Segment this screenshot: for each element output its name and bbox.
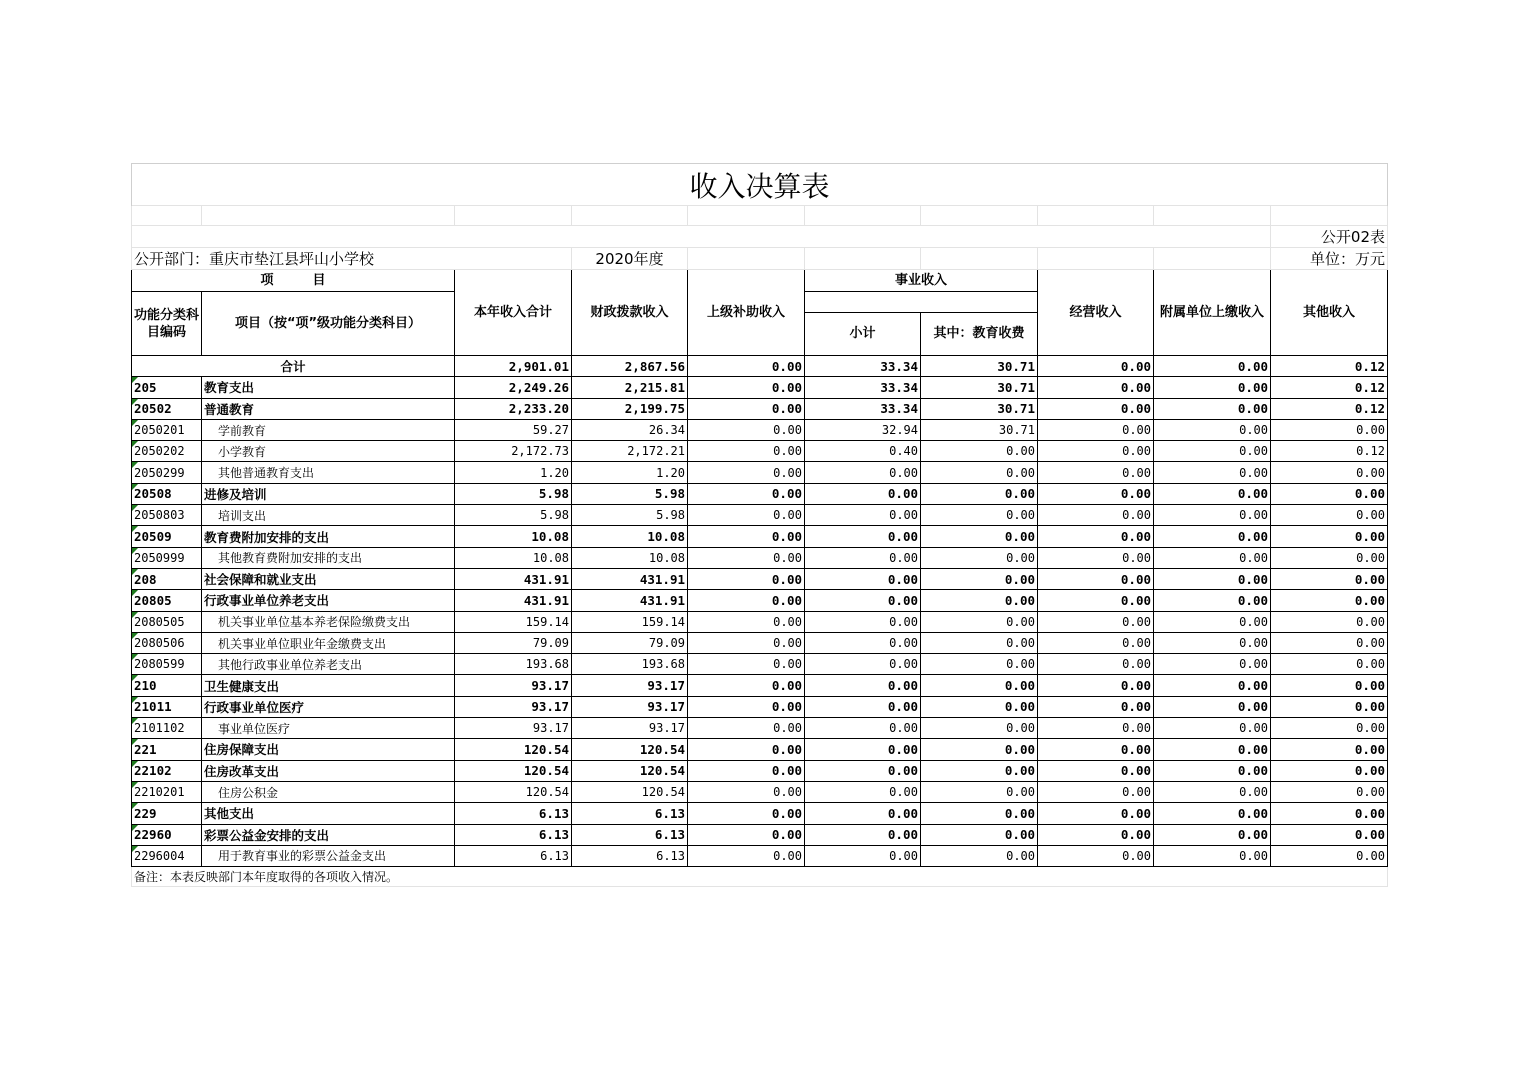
row-value: 0.00	[805, 632, 921, 653]
row-value: 0.00	[688, 505, 805, 526]
row-value: 120.54	[455, 760, 572, 781]
row-name: 行政事业单位医疗	[202, 696, 455, 717]
row-value: 0.00	[1038, 611, 1154, 632]
row-value: 93.17	[455, 696, 572, 717]
row-value: 0.00	[688, 419, 805, 440]
row-value: 0.00	[1154, 483, 1271, 504]
row-value: 120.54	[572, 781, 688, 802]
row-value: 0.00	[688, 845, 805, 866]
row-value: 0.00	[1154, 419, 1271, 440]
table-row	[132, 483, 1388, 504]
table-row	[132, 419, 1388, 440]
total-value: 0.00	[1038, 356, 1154, 377]
row-value: 0.00	[1038, 398, 1154, 419]
row-value: 0.00	[921, 483, 1038, 504]
row-code: 2050202	[132, 441, 202, 462]
row-value: 193.68	[572, 654, 688, 675]
row-value: 0.00	[805, 590, 921, 611]
row-name: 进修及培训	[202, 483, 455, 504]
row-value: 0.00	[1038, 590, 1154, 611]
row-value: 0.00	[688, 526, 805, 547]
row-value: 2,215.81	[572, 377, 688, 398]
income-table	[131, 163, 1388, 887]
row-name: 其他教育费附加安排的支出	[202, 547, 455, 568]
row-name: 社会保障和就业支出	[202, 568, 455, 589]
row-value: 0.00	[1154, 696, 1271, 717]
row-value: 0.12	[1271, 398, 1388, 419]
header-subtotal: 小计	[805, 312, 921, 355]
total-row	[132, 356, 1388, 377]
row-value: 0.00	[1038, 739, 1154, 760]
table-row	[132, 377, 1388, 398]
row-value: 0.12	[1271, 441, 1388, 462]
row-value: 0.00	[805, 654, 921, 675]
row-value: 0.00	[1038, 526, 1154, 547]
row-value: 0.00	[1154, 611, 1271, 632]
row-value: 431.91	[455, 568, 572, 589]
row-value: 0.00	[1038, 568, 1154, 589]
row-value: 0.00	[688, 675, 805, 696]
row-name: 机关事业单位职业年金缴费支出	[202, 632, 455, 653]
row-code: 2296004	[132, 845, 202, 866]
row-value: 1.20	[455, 462, 572, 483]
row-value: 0.40	[805, 441, 921, 462]
row-value: 0.00	[1154, 781, 1271, 802]
row-value: 93.17	[572, 696, 688, 717]
row-code: 2050803	[132, 505, 202, 526]
row-code: 210	[132, 675, 202, 696]
row-value: 0.00	[1038, 654, 1154, 675]
row-value: 5.98	[455, 505, 572, 526]
row-value: 0.00	[1154, 803, 1271, 824]
row-value: 5.98	[572, 505, 688, 526]
total-label: 合计	[132, 356, 455, 377]
row-value: 0.00	[1154, 739, 1271, 760]
row-value: 0.00	[1038, 441, 1154, 462]
row-value: 0.00	[688, 803, 805, 824]
row-value: 0.00	[1038, 718, 1154, 739]
row-value: 0.00	[805, 824, 921, 845]
row-name: 彩票公益金安排的支出	[202, 824, 455, 845]
row-value: 93.17	[455, 675, 572, 696]
row-value: 6.13	[572, 824, 688, 845]
row-value: 0.00	[1154, 632, 1271, 653]
row-value: 0.00	[1038, 547, 1154, 568]
row-code: 20502	[132, 398, 202, 419]
row-code: 2050999	[132, 547, 202, 568]
row-value: 0.00	[1271, 739, 1388, 760]
row-value: 120.54	[572, 760, 688, 781]
row-value: 30.71	[921, 398, 1038, 419]
row-value: 0.00	[1154, 824, 1271, 845]
row-value: 6.13	[572, 845, 688, 866]
row-value: 6.13	[455, 824, 572, 845]
row-value: 0.00	[1038, 803, 1154, 824]
row-value: 0.00	[1271, 696, 1388, 717]
row-value: 0.00	[1271, 611, 1388, 632]
table-row	[132, 781, 1388, 802]
header-code: 功能分类科目编码	[132, 292, 202, 356]
row-value: 0.00	[921, 845, 1038, 866]
row-value: 0.00	[805, 462, 921, 483]
row-code: 20508	[132, 483, 202, 504]
row-value: 0.00	[1038, 675, 1154, 696]
row-value: 0.00	[688, 377, 805, 398]
row-value: 2,233.20	[455, 398, 572, 419]
table-row	[132, 568, 1388, 589]
row-value: 10.08	[572, 547, 688, 568]
row-value: 0.00	[1154, 845, 1271, 866]
table-row	[132, 526, 1388, 547]
row-value: 0.00	[805, 739, 921, 760]
row-code: 21011	[132, 696, 202, 717]
row-value: 0.00	[688, 781, 805, 802]
row-code: 205	[132, 377, 202, 398]
table-row	[132, 845, 1388, 866]
row-value: 10.08	[572, 526, 688, 547]
header-affiliated: 附属单位上缴收入	[1154, 270, 1271, 356]
row-value: 0.00	[805, 803, 921, 824]
header-name: 项目（按“项”级功能分类科目）	[202, 292, 455, 356]
row-value: 6.13	[572, 803, 688, 824]
row-value: 32.94	[805, 419, 921, 440]
row-value: 431.91	[455, 590, 572, 611]
row-value: 0.00	[1154, 526, 1271, 547]
row-value: 0.00	[1154, 505, 1271, 526]
row-value: 0.00	[805, 547, 921, 568]
row-name: 事业单位医疗	[202, 718, 455, 739]
form-number: 公开02表	[1271, 226, 1388, 248]
unit-label: 单位：万元	[1271, 248, 1388, 270]
row-value: 0.00	[805, 696, 921, 717]
row-value: 0.00	[1038, 483, 1154, 504]
header-total: 本年收入合计	[455, 270, 572, 356]
total-value: 30.71	[921, 356, 1038, 377]
row-value: 0.00	[688, 611, 805, 632]
row-code: 208	[132, 568, 202, 589]
footnote: 备注：本表反映部门本年度取得的各项收入情况。	[132, 867, 1388, 887]
total-value: 0.12	[1271, 356, 1388, 377]
row-name: 教育费附加安排的支出	[202, 526, 455, 547]
row-name: 普通教育	[202, 398, 455, 419]
row-value: 0.00	[688, 632, 805, 653]
row-value: 0.00	[1271, 654, 1388, 675]
row-value: 0.00	[1271, 824, 1388, 845]
row-code: 22102	[132, 760, 202, 781]
row-value: 0.00	[921, 824, 1038, 845]
row-value: 0.00	[921, 781, 1038, 802]
table-row	[132, 760, 1388, 781]
row-value: 0.00	[688, 398, 805, 419]
row-value: 431.91	[572, 590, 688, 611]
table-row	[132, 696, 1388, 717]
row-name: 教育支出	[202, 377, 455, 398]
row-value: 0.00	[688, 718, 805, 739]
row-value: 0.00	[921, 696, 1038, 717]
row-value: 0.00	[1271, 590, 1388, 611]
row-value: 0.00	[1038, 462, 1154, 483]
row-value: 6.13	[455, 803, 572, 824]
row-value: 0.00	[805, 675, 921, 696]
row-name: 用于教育事业的彩票公益金支出	[202, 845, 455, 866]
row-value: 0.00	[1271, 462, 1388, 483]
row-value: 0.00	[1271, 845, 1388, 866]
department-label: 公开部门：重庆市垫江县坪山小学校	[132, 248, 572, 270]
row-name: 卫生健康支出	[202, 675, 455, 696]
row-value: 0.00	[688, 547, 805, 568]
row-name: 住房改革支出	[202, 760, 455, 781]
row-value: 2,199.75	[572, 398, 688, 419]
row-code: 221	[132, 739, 202, 760]
row-value: 0.00	[921, 547, 1038, 568]
fiscal-year: 2020年度	[572, 248, 688, 270]
table-row	[132, 547, 1388, 568]
table-row	[132, 739, 1388, 760]
row-value: 0.00	[688, 696, 805, 717]
row-value: 0.00	[921, 590, 1038, 611]
row-value: 0.00	[1154, 718, 1271, 739]
row-value: 93.17	[572, 675, 688, 696]
row-value: 0.00	[1271, 632, 1388, 653]
row-value: 0.00	[1154, 760, 1271, 781]
row-code: 20509	[132, 526, 202, 547]
data-rows	[132, 356, 1388, 867]
total-value: 33.34	[805, 356, 921, 377]
row-value: 0.00	[688, 590, 805, 611]
row-value: 59.27	[455, 419, 572, 440]
total-value: 0.00	[688, 356, 805, 377]
row-value: 1.20	[572, 462, 688, 483]
row-value: 0.00	[921, 462, 1038, 483]
row-value: 0.00	[688, 483, 805, 504]
row-value: 0.00	[805, 526, 921, 547]
row-value: 93.17	[572, 718, 688, 739]
row-name: 其他普通教育支出	[202, 462, 455, 483]
row-value: 120.54	[455, 781, 572, 802]
row-value: 0.00	[921, 739, 1038, 760]
row-value: 0.00	[1154, 590, 1271, 611]
table-row	[132, 398, 1388, 419]
row-value: 0.00	[1271, 483, 1388, 504]
table-row	[132, 718, 1388, 739]
row-value: 6.13	[455, 845, 572, 866]
row-value: 0.00	[805, 483, 921, 504]
row-value: 0.00	[1038, 760, 1154, 781]
table-row	[132, 611, 1388, 632]
table-row	[132, 441, 1388, 462]
row-value: 0.12	[1271, 377, 1388, 398]
row-value: 0.00	[805, 505, 921, 526]
row-value: 193.68	[455, 654, 572, 675]
row-name: 小学教育	[202, 441, 455, 462]
row-value: 0.00	[1271, 760, 1388, 781]
row-code: 229	[132, 803, 202, 824]
row-value: 0.00	[805, 568, 921, 589]
row-value: 33.34	[805, 377, 921, 398]
row-name: 住房保障支出	[202, 739, 455, 760]
row-value: 0.00	[1038, 781, 1154, 802]
table-row	[132, 590, 1388, 611]
row-value: 0.00	[1271, 568, 1388, 589]
row-value: 0.00	[1271, 718, 1388, 739]
row-value: 0.00	[921, 654, 1038, 675]
page-title: 收入决算表	[132, 164, 1388, 206]
row-code: 2050299	[132, 462, 202, 483]
row-value: 0.00	[688, 760, 805, 781]
row-value: 2,172.73	[455, 441, 572, 462]
row-value: 0.00	[1271, 419, 1388, 440]
row-value: 0.00	[1154, 547, 1271, 568]
row-code: 2101102	[132, 718, 202, 739]
row-value: 5.98	[455, 483, 572, 504]
row-code: 2080505	[132, 611, 202, 632]
row-value: 159.14	[455, 611, 572, 632]
row-value: 0.00	[1038, 419, 1154, 440]
row-name: 培训支出	[202, 505, 455, 526]
row-value: 0.00	[1271, 803, 1388, 824]
row-value: 79.09	[572, 632, 688, 653]
row-value: 33.34	[805, 398, 921, 419]
row-value: 0.00	[805, 845, 921, 866]
header-edu-fee: 其中：教育收费	[921, 312, 1038, 355]
row-value: 0.00	[688, 462, 805, 483]
row-value: 5.98	[572, 483, 688, 504]
row-value: 120.54	[572, 739, 688, 760]
row-value: 0.00	[921, 568, 1038, 589]
income-statement-sheet	[131, 163, 1387, 887]
row-value: 0.00	[805, 781, 921, 802]
row-code: 2050201	[132, 419, 202, 440]
row-value: 0.00	[1271, 505, 1388, 526]
row-value: 0.00	[921, 526, 1038, 547]
row-name: 机关事业单位基本养老保险缴费支出	[202, 611, 455, 632]
table-row	[132, 505, 1388, 526]
row-value: 10.08	[455, 526, 572, 547]
row-value: 0.00	[921, 441, 1038, 462]
header-fiscal: 财政拨款收入	[572, 270, 688, 356]
table-row	[132, 632, 1388, 653]
row-value: 0.00	[1038, 505, 1154, 526]
row-code: 20805	[132, 590, 202, 611]
row-value: 0.00	[1154, 675, 1271, 696]
row-value: 0.00	[1154, 398, 1271, 419]
header-other: 其他收入	[1271, 270, 1388, 356]
table-row	[132, 824, 1388, 845]
row-value: 0.00	[1154, 441, 1271, 462]
row-value: 0.00	[1271, 547, 1388, 568]
row-name: 其他行政事业单位养老支出	[202, 654, 455, 675]
row-value: 0.00	[688, 739, 805, 760]
row-value: 0.00	[921, 803, 1038, 824]
row-value: 431.91	[572, 568, 688, 589]
row-value: 0.00	[1154, 654, 1271, 675]
row-value: 2,249.26	[455, 377, 572, 398]
row-value: 0.00	[805, 611, 921, 632]
row-value: 0.00	[921, 675, 1038, 696]
row-value: 0.00	[805, 718, 921, 739]
row-value: 0.00	[1038, 845, 1154, 866]
row-value: 0.00	[688, 441, 805, 462]
row-value: 0.00	[1038, 632, 1154, 653]
row-value: 0.00	[921, 505, 1038, 526]
row-value: 0.00	[1154, 568, 1271, 589]
row-value: 0.00	[921, 760, 1038, 781]
header-operating: 经营收入	[1038, 270, 1154, 356]
row-value: 0.00	[688, 824, 805, 845]
total-value: 0.00	[1154, 356, 1271, 377]
row-name: 其他支出	[202, 803, 455, 824]
row-name: 学前教育	[202, 419, 455, 440]
row-value: 0.00	[1271, 526, 1388, 547]
row-value: 0.00	[1154, 377, 1271, 398]
row-value: 0.00	[1038, 377, 1154, 398]
row-value: 0.00	[1154, 462, 1271, 483]
row-value: 10.08	[455, 547, 572, 568]
row-value: 0.00	[1271, 675, 1388, 696]
header-item: 项 目	[132, 270, 455, 292]
row-value: 0.00	[921, 632, 1038, 653]
row-code: 2210201	[132, 781, 202, 802]
total-value: 2,867.56	[572, 356, 688, 377]
row-name: 住房公积金	[202, 781, 455, 802]
row-value: 120.54	[455, 739, 572, 760]
row-value: 0.00	[921, 611, 1038, 632]
row-code: 22960	[132, 824, 202, 845]
row-value: 159.14	[572, 611, 688, 632]
table-row	[132, 654, 1388, 675]
row-value: 0.00	[805, 760, 921, 781]
table-row	[132, 675, 1388, 696]
row-code: 2080506	[132, 632, 202, 653]
row-value: 0.00	[1271, 781, 1388, 802]
row-value: 30.71	[921, 377, 1038, 398]
row-value: 0.00	[688, 568, 805, 589]
row-value: 0.00	[921, 718, 1038, 739]
header-business: 事业收入	[805, 270, 1038, 292]
total-value: 2,901.01	[455, 356, 572, 377]
row-value: 0.00	[1038, 696, 1154, 717]
row-value: 0.00	[688, 654, 805, 675]
row-value: 79.09	[455, 632, 572, 653]
table-row	[132, 803, 1388, 824]
row-value: 2,172.21	[572, 441, 688, 462]
row-value: 93.17	[455, 718, 572, 739]
row-code: 2080599	[132, 654, 202, 675]
header-superior: 上级补助收入	[688, 270, 805, 356]
row-name: 行政事业单位养老支出	[202, 590, 455, 611]
row-value: 26.34	[572, 419, 688, 440]
row-value: 30.71	[921, 419, 1038, 440]
row-value: 0.00	[1038, 824, 1154, 845]
table-row	[132, 462, 1388, 483]
